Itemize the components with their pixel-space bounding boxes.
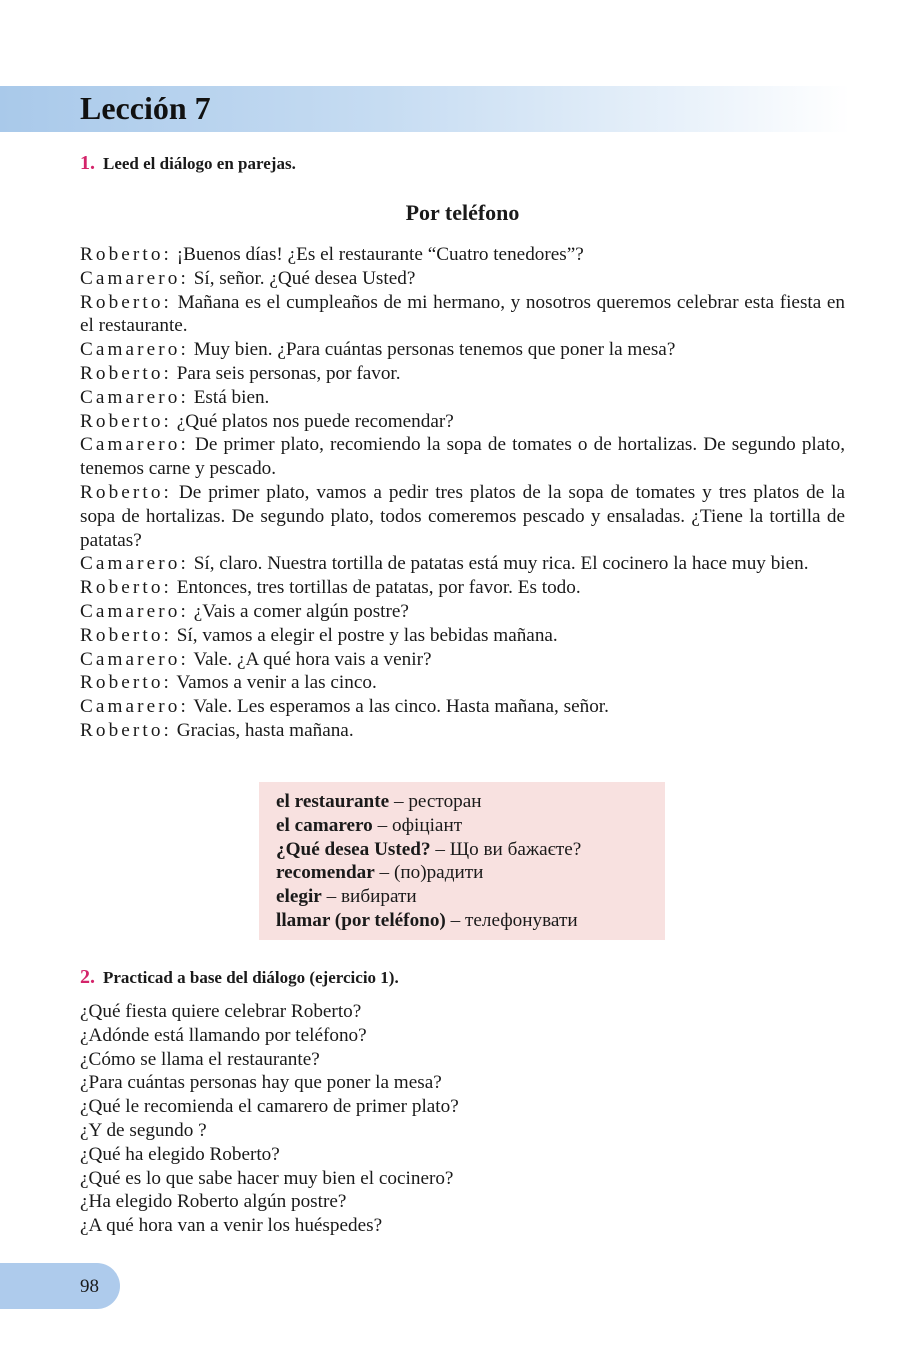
question-item: ¿Ha elegido Roberto algún postre?	[80, 1191, 347, 1213]
question-item: ¿Qué ha elegido Roberto?	[80, 1143, 280, 1165]
line-text: ¿Qué platos nos puede recomendar?	[176, 410, 454, 432]
exercise-2-instruction	[80, 966, 399, 989]
question-item: ¿Adónde está llamando por teléfono?	[80, 1024, 367, 1046]
vocab-entry	[276, 790, 665, 814]
vocabulary-box	[259, 782, 665, 940]
question-item: ¿Para cuántas personas hay que poner la mesa?	[80, 1072, 442, 1094]
line-text: Vamos a venir a las cinco.	[176, 672, 377, 694]
vocab-entry	[276, 861, 665, 885]
question-item: ¿Qué le recomienda el camarero de primer plato?	[80, 1096, 459, 1118]
exercise-text: Leed el diálogo en parejas.	[103, 154, 296, 173]
vocab-term: el camarero	[276, 814, 373, 836]
line-text: Sí, señor. ¿Qué desea Usted?	[193, 267, 416, 289]
line-text: ¡Buenos días! ¿Es el restaurante “Cuatro tenedores”?	[176, 244, 584, 265]
line-text: De primer plato, vamos a pedir tres platos de la sopa de tomates y tres platos de la sopa de hortalizas. De segundo plato, todos comeremos pescado y ensaladas. ¿Tiene la tortilla de patatas?	[80, 481, 845, 551]
dialog-line	[80, 362, 845, 386]
line-text: Está bien.	[193, 386, 270, 408]
speaker-name: Camarero:	[80, 648, 189, 670]
speaker-name: Roberto:	[80, 362, 172, 384]
vocab-term: llamar (por teléfono)	[276, 909, 446, 931]
speaker-name: Roberto:	[80, 410, 172, 432]
exercise-1-instruction	[80, 152, 296, 175]
question-item: ¿Qué es lo que sabe hacer muy bien el cocinero?	[80, 1167, 454, 1189]
page-number: 98	[80, 1276, 99, 1297]
vocab-entry	[276, 838, 665, 862]
vocab-translation: – (по)радити	[379, 862, 484, 884]
exercise-text: Practicad a base del diálogo (ejercicio 1).	[103, 968, 399, 987]
dialog-line	[80, 481, 845, 552]
vocab-entry	[276, 909, 665, 933]
dialog-line	[80, 433, 845, 481]
vocab-term: elegir	[276, 886, 322, 908]
dialog-line	[80, 338, 845, 362]
line-text: Muy bien. ¿Para cuántas personas tenemos que poner la mesa?	[193, 339, 676, 361]
vocab-entry	[276, 814, 665, 838]
line-text: Entonces, tres tortillas de patatas, por favor. Es todo.	[176, 577, 581, 599]
speaker-name: Camarero:	[80, 386, 189, 408]
line-text: Sí, claro. Nuestra tortilla de patatas está muy rica. El cocinero la hace muy bien.	[193, 553, 809, 575]
speaker-name: Roberto:	[80, 719, 172, 741]
question-list	[80, 1000, 840, 1238]
dialog-line	[80, 291, 845, 339]
vocab-term: el restaurante	[276, 791, 390, 812]
vocab-translation: – офіціант	[377, 814, 463, 836]
speaker-name: Camarero:	[80, 553, 189, 575]
exercise-number: 2.	[80, 966, 95, 988]
vocab-translation: – Що ви бажаєте?	[435, 838, 582, 860]
dialog-line	[80, 695, 845, 719]
speaker-name: Camarero:	[80, 600, 189, 622]
dialog-line	[80, 386, 845, 410]
speaker-name: Roberto:	[80, 291, 172, 313]
dialog-line	[80, 267, 845, 291]
dialog-line	[80, 552, 845, 576]
lesson-title: Lección 7	[80, 90, 211, 126]
line-text: De primer plato, recomiendo la sopa de tomates o de hortalizas. De segundo plato, tenemos carne y pescado.	[80, 434, 845, 480]
dialog-line	[80, 671, 845, 695]
line-text: ¿Vais a comer algún postre?	[193, 600, 409, 622]
speaker-name: Camarero:	[80, 339, 189, 361]
line-text: Vale. Les esperamos a las cinco. Hasta mañana, señor.	[193, 696, 609, 718]
dialog-line	[80, 719, 845, 743]
vocab-entry	[276, 885, 665, 909]
speaker-name: Roberto:	[80, 481, 172, 503]
line-text: Para seis personas, por favor.	[176, 362, 401, 384]
dialog-title: Por teléfono	[405, 200, 520, 225]
speaker-name: Roberto:	[80, 672, 172, 694]
speaker-name: Roberto:	[80, 577, 172, 599]
vocab-translation: – телефонувати	[450, 909, 578, 931]
question-item: ¿Y de segundo ?	[80, 1119, 207, 1141]
line-text: Sí, vamos a elegir el postre y las bebidas mañana.	[176, 624, 558, 646]
dialog-line	[80, 648, 845, 672]
question-item: ¿Cómo se llama el restaurante?	[80, 1048, 320, 1070]
line-text: Vale. ¿A qué hora vais a venir?	[193, 648, 432, 670]
page-number-tab	[0, 1263, 120, 1309]
dialog-body	[80, 243, 845, 743]
speaker-name: Camarero:	[80, 434, 189, 456]
speaker-name: Roberto:	[80, 624, 172, 646]
dialog-line	[80, 243, 845, 267]
vocab-translation: – вибирати	[326, 886, 417, 908]
speaker-name: Camarero:	[80, 696, 189, 718]
dialog-line	[80, 410, 845, 434]
vocab-term: recomendar	[276, 862, 375, 884]
dialog-line	[80, 600, 845, 624]
vocab-term: ¿Qué desea Usted?	[276, 838, 431, 860]
speaker-name: Camarero:	[80, 267, 189, 289]
dialog-line	[80, 624, 845, 648]
line-text: Mañana es el cumpleaños de mi hermano, y nosotros queremos celebrar esta fiesta en el restaurante.	[80, 291, 846, 337]
speaker-name: Roberto:	[80, 244, 172, 265]
line-text: Gracias, hasta mañana.	[176, 719, 354, 741]
vocab-translation: – ресторан	[393, 791, 482, 812]
question-item: ¿Qué fiesta quiere celebrar Roberto?	[80, 1001, 362, 1022]
dialog-line	[80, 576, 845, 600]
question-item: ¿A qué hora van a venir los huéspedes?	[80, 1215, 383, 1237]
exercise-number: 1.	[80, 152, 95, 174]
